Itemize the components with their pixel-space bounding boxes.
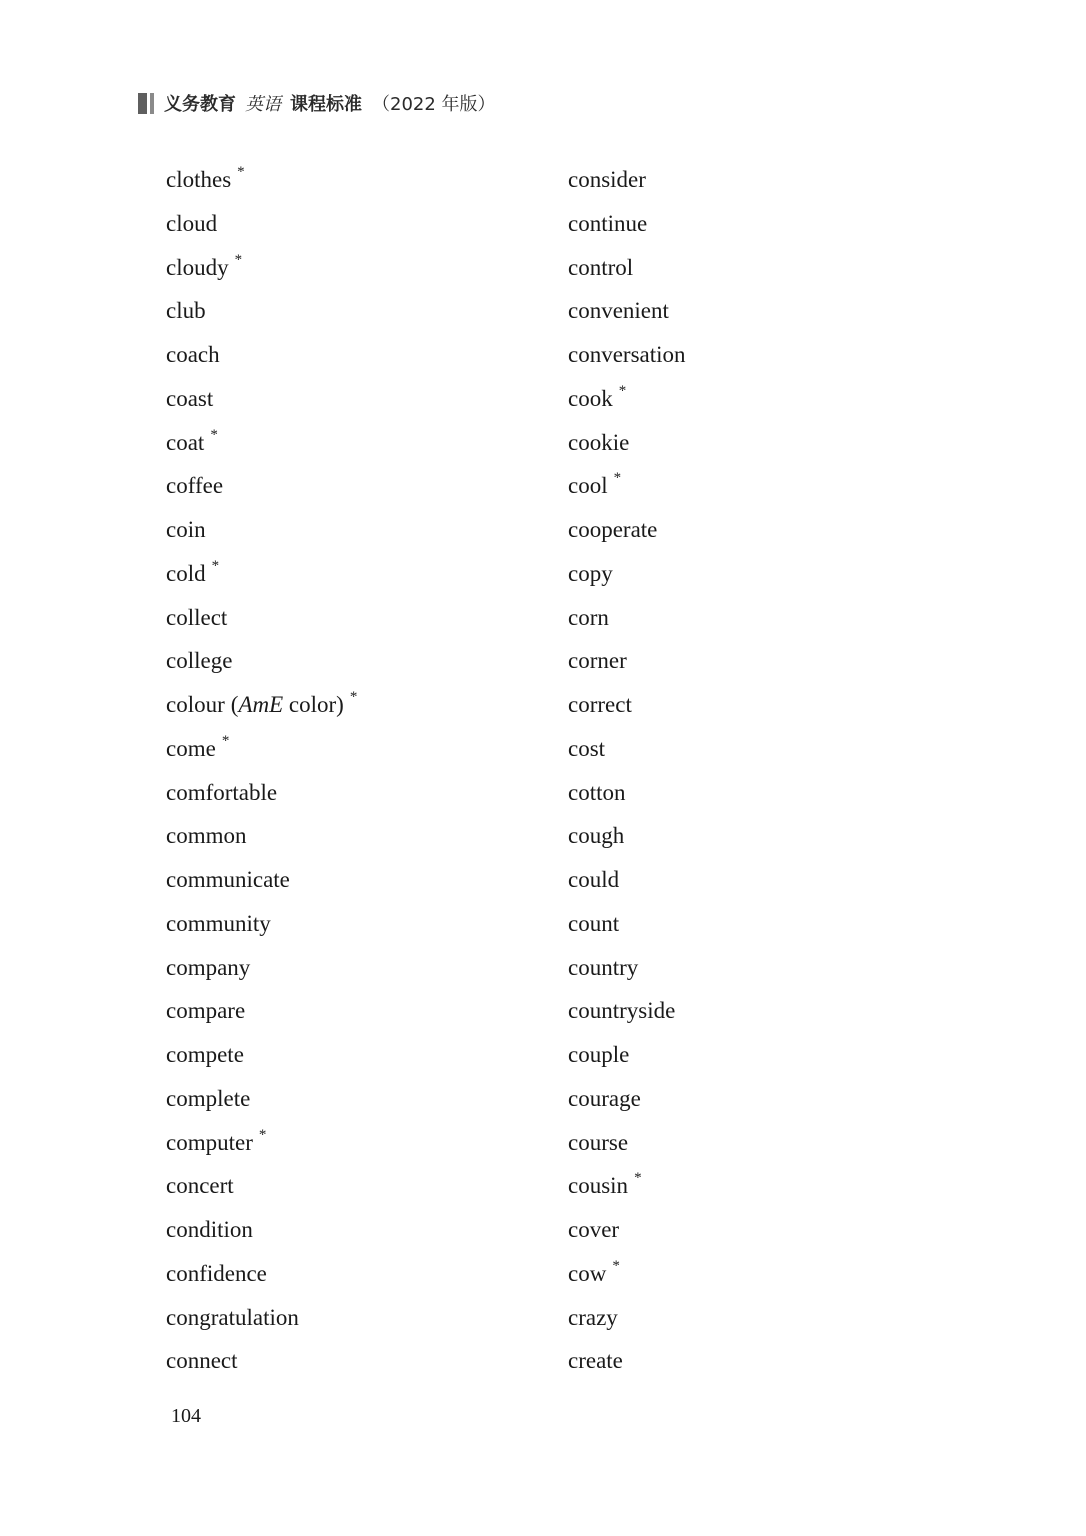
word-entry — [166, 910, 271, 938]
word-entry — [568, 429, 629, 457]
word-text: coach — [166, 342, 220, 367]
word-text: country — [568, 954, 639, 980]
word-entry — [166, 1260, 267, 1288]
word-entry — [568, 341, 686, 369]
word-text: clothes — [166, 167, 232, 192]
header-edition: （2022 年版） — [372, 94, 496, 115]
word-text: cloudy — [166, 254, 229, 280]
word-entry — [568, 210, 647, 238]
word-text: coat — [166, 429, 205, 455]
word-text: comfortable — [166, 779, 278, 805]
running-header — [138, 88, 496, 118]
word-text: conversation — [568, 342, 686, 367]
word-text: cook — [568, 385, 613, 411]
word-entry — [166, 1347, 238, 1375]
word-text: cookie — [568, 429, 630, 455]
word-text: cold — [166, 560, 206, 586]
word-entry — [568, 166, 646, 194]
word-text: compare — [166, 998, 246, 1024]
word-entry — [568, 604, 609, 632]
word-text: computer — [166, 1129, 253, 1155]
word-entry — [166, 954, 250, 982]
word-text: colour — [166, 692, 225, 717]
word-text: cousin — [568, 1173, 629, 1199]
word-text: cost — [568, 735, 606, 761]
star-marker: * — [612, 1257, 620, 1274]
variant-label: AmE — [238, 692, 284, 717]
word-text: correct — [568, 692, 632, 717]
word-entry — [568, 1347, 623, 1375]
word-entry — [568, 1041, 629, 1069]
star-marker: * — [211, 557, 220, 574]
word-entry — [568, 1257, 620, 1291]
word-entry — [166, 1041, 244, 1069]
word-text: collect — [166, 604, 228, 630]
page-number: 104 — [171, 1405, 201, 1427]
word-entry — [568, 866, 619, 894]
word-entry — [166, 166, 245, 197]
star-marker: * — [349, 689, 358, 705]
word-text: cool — [568, 473, 608, 499]
word-text: club — [166, 298, 206, 324]
word-entry — [568, 382, 627, 416]
word-entry — [568, 1304, 618, 1332]
word-entry — [568, 954, 638, 982]
word-entry — [166, 251, 243, 285]
word-text: coin — [166, 517, 206, 542]
word-entry — [568, 1129, 628, 1157]
word-entry — [166, 341, 220, 369]
word-text: congratulation — [166, 1304, 299, 1330]
word-entry — [568, 910, 619, 938]
word-entry — [166, 1172, 234, 1200]
star-marker: * — [221, 732, 230, 749]
word-entry — [166, 1085, 250, 1113]
star-marker: * — [258, 1126, 267, 1143]
word-text: corn — [568, 604, 609, 630]
star-marker: * — [613, 470, 622, 487]
word-text: complete — [166, 1085, 251, 1111]
word-text: come — [166, 735, 216, 761]
word-entry — [568, 1172, 642, 1203]
word-entry — [166, 426, 218, 460]
word-entry — [166, 997, 245, 1025]
word-entry — [166, 604, 227, 632]
word-text: consider — [568, 167, 646, 192]
word-entry — [568, 254, 633, 282]
word-entry — [166, 210, 217, 238]
word-entry — [568, 997, 675, 1025]
star-marker: * — [237, 164, 245, 180]
word-entry — [166, 866, 290, 894]
word-entry — [568, 297, 669, 325]
word-entry — [166, 1126, 267, 1160]
word-text: count — [568, 910, 620, 936]
word-text: concert — [166, 1173, 234, 1199]
word-text: coast — [166, 385, 214, 411]
word-entry — [166, 1216, 253, 1244]
word-entry — [166, 472, 223, 500]
word-text: college — [166, 648, 233, 674]
word-entry — [568, 516, 657, 544]
word-text: connect — [166, 1348, 238, 1374]
word-text: compete — [166, 1042, 244, 1067]
word-entry — [568, 691, 632, 719]
word-entry — [166, 732, 230, 766]
star-marker: * — [634, 1170, 642, 1187]
header-bars-icon — [138, 93, 154, 114]
word-text: continue — [568, 210, 648, 236]
word-entry — [568, 560, 613, 588]
word-entry — [166, 385, 213, 413]
word-text: company — [166, 954, 251, 980]
word-text: create — [568, 1348, 623, 1374]
word-text: cotton — [568, 779, 626, 805]
word-text: cloud — [166, 210, 218, 236]
word-entry — [568, 1085, 641, 1113]
word-text: convenient — [568, 298, 669, 324]
star-marker: * — [234, 251, 243, 268]
word-text: confidence — [166, 1260, 267, 1286]
header-subject: 英语 — [245, 94, 281, 115]
variant-open: ( — [230, 692, 239, 717]
word-text: communicate — [166, 867, 290, 892]
word-entry — [166, 822, 247, 850]
word-entry — [568, 1216, 619, 1244]
word-entry — [166, 557, 220, 591]
word-text: coffee — [166, 473, 224, 499]
star-marker: * — [210, 426, 218, 443]
word-text: could — [568, 867, 620, 892]
header-standard-title: 课程标准 — [290, 94, 362, 115]
word-entry — [166, 691, 357, 722]
word-variant — [231, 692, 344, 717]
word-entry — [166, 647, 232, 675]
word-text: cough — [568, 823, 625, 849]
word-text: common — [166, 823, 247, 849]
header-series-title: 义务教育 — [164, 94, 236, 115]
star-marker: * — [618, 382, 627, 399]
word-entry — [166, 779, 277, 807]
word-entry — [166, 1304, 299, 1332]
word-text: course — [568, 1129, 629, 1155]
variant-word: color) — [283, 692, 344, 717]
word-text: community — [166, 910, 271, 936]
word-text: cooperate — [568, 517, 658, 542]
word-entry — [166, 297, 206, 325]
word-text: courage — [568, 1085, 641, 1111]
word-text: condition — [166, 1217, 253, 1242]
word-entry — [568, 822, 624, 850]
word-entry — [568, 472, 621, 503]
word-entry — [568, 735, 605, 763]
word-text: corner — [568, 648, 627, 674]
word-text: couple — [568, 1042, 630, 1067]
word-text: copy — [568, 560, 613, 586]
word-entry — [568, 647, 627, 675]
word-text: crazy — [568, 1304, 618, 1330]
word-text: cow — [568, 1260, 607, 1286]
word-text: countryside — [568, 998, 676, 1024]
word-entry — [568, 779, 626, 807]
word-text: control — [568, 254, 634, 280]
word-text: cover — [568, 1217, 620, 1242]
word-entry — [166, 516, 206, 544]
